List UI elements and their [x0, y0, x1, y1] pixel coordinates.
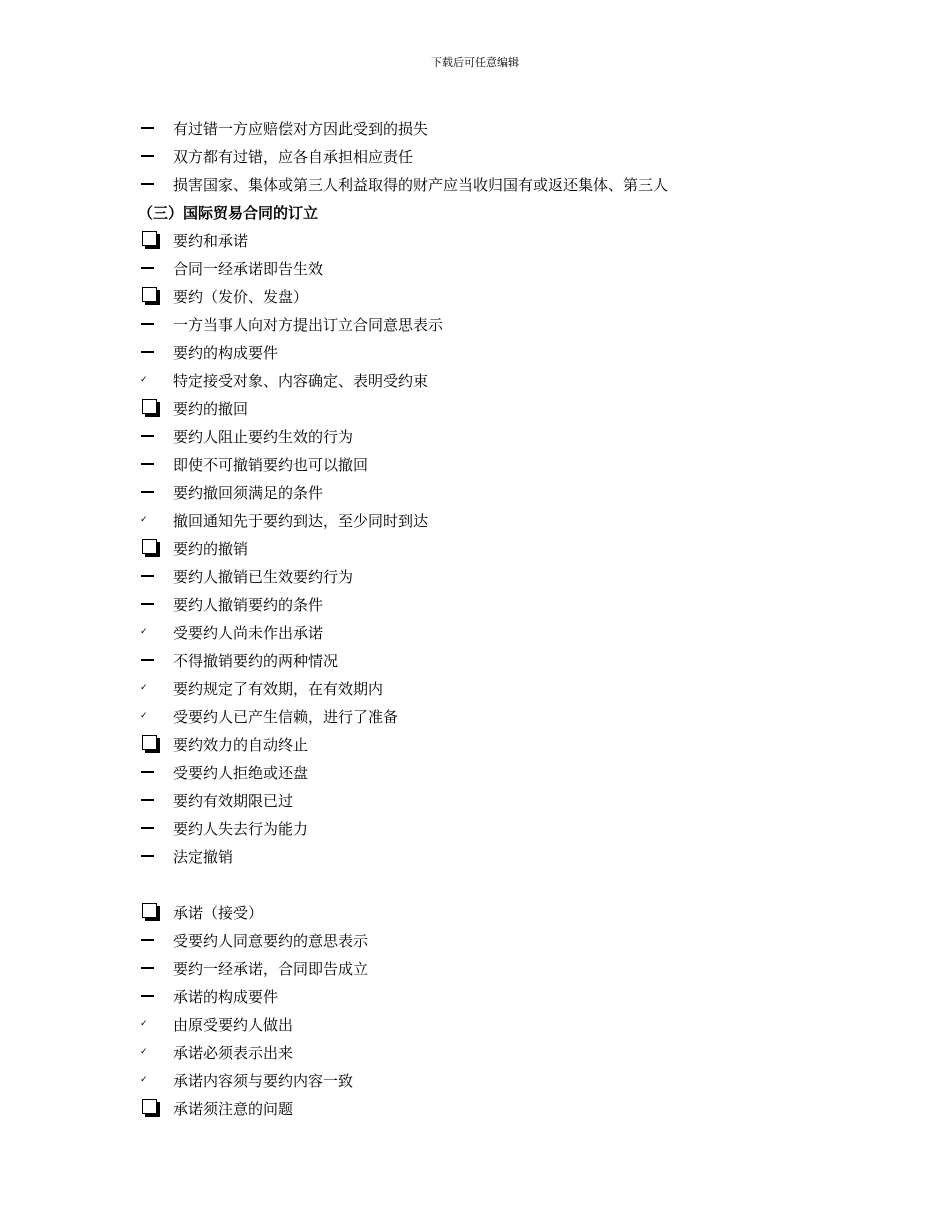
outline-item-text: 要约规定了有效期，在有效期内 [173, 679, 384, 698]
dash-bullet-icon [138, 562, 173, 590]
checkmark-bullet-icon: ✓ [140, 626, 148, 637]
outline-item-level-3 [138, 1010, 838, 1038]
dash-bullet-icon [138, 310, 173, 338]
outline-item-text: 即使不可撤销要约也可以撤回 [173, 455, 369, 474]
document-body [138, 114, 838, 1122]
outline-item-level-3 [138, 506, 838, 534]
square-bullet-icon [138, 534, 173, 562]
square-bullet-icon [138, 730, 173, 758]
outline-item-level-2 [138, 478, 838, 506]
square-bullet-icon [138, 898, 173, 926]
square-bullet-icon [138, 394, 173, 422]
outline-item-text: 承诺的构成要件 [173, 987, 279, 1006]
outline-item-text: 双方都有过错，应各自承担相应责任 [173, 147, 414, 166]
page-header: 下载后可任意编辑 [431, 56, 519, 69]
outline-item-level-3 [138, 1038, 838, 1066]
outline-item-text: 承诺必须表示出来 [173, 1043, 294, 1062]
dash-bullet-icon [138, 646, 173, 674]
dash-bullet-icon [138, 982, 173, 1010]
outline-item-text: 要约人撤销要约的条件 [173, 595, 324, 614]
outline-item-text: 受要约人同意要约的意思表示 [173, 931, 369, 950]
dash-bullet-icon [138, 954, 173, 982]
outline-item-text: 要约的撤销 [173, 539, 249, 558]
outline-item-level-3 [138, 1066, 838, 1094]
outline-item-level-2 [138, 170, 838, 198]
outline-item-text: 要约人失去行为能力 [173, 819, 309, 838]
outline-item-level-1 [138, 730, 838, 758]
outline-item-level-2 [138, 842, 838, 870]
dash-bullet-icon [138, 758, 173, 786]
outline-item-level-3 [138, 702, 838, 730]
outline-item-text: 要约一经承诺，合同即告成立 [173, 959, 369, 978]
outline-item-text: 不得撤销要约的两种情况 [173, 651, 339, 670]
checkmark-bullet-icon: ✓ [140, 1018, 148, 1029]
outline-item-level-2 [138, 562, 838, 590]
outline-item-text: 有过错一方应赔偿对方因此受到的损失 [173, 119, 429, 138]
outline-item-text: 要约（发价、发盘） [173, 287, 309, 306]
outline-item-text: 要约人撤销已生效要约行为 [173, 567, 354, 586]
outline-item-level-3 [138, 366, 838, 394]
outline-item-level-2 [138, 954, 838, 982]
outline-item-level-2 [138, 926, 838, 954]
outline-item-text: 受要约人拒绝或还盘 [173, 763, 309, 782]
outline-item-level-3 [138, 674, 838, 702]
square-bullet-icon [138, 1094, 173, 1122]
outline-item-text: 一方当事人向对方提出订立合同意思表示 [173, 315, 444, 334]
dash-bullet-icon [138, 142, 173, 170]
dash-bullet-icon [138, 254, 173, 282]
dash-bullet-icon [138, 926, 173, 954]
outline-item-text: 承诺（接受） [173, 903, 264, 922]
outline-item-level-2 [138, 590, 838, 618]
outline-item-text: 由原受要约人做出 [173, 1015, 294, 1034]
outline-item-level-1 [138, 534, 838, 562]
outline-item-text: 受要约人尚未作出承诺 [173, 623, 324, 642]
outline-item-text: 法定撤销 [173, 847, 234, 866]
outline-item-level-2 [138, 450, 838, 478]
dash-bullet-icon [138, 590, 173, 618]
outline-item-level-2 [138, 814, 838, 842]
dash-bullet-icon [138, 478, 173, 506]
blank-line [138, 870, 838, 898]
outline-item-level-1 [138, 898, 838, 926]
outline-item-text: 要约效力的自动终止 [173, 735, 309, 754]
checkmark-bullet-icon: ✓ [140, 374, 148, 385]
section-heading [138, 198, 838, 226]
outline-item-text: 特定接受对象、内容确定、表明受约束 [173, 371, 429, 390]
dash-bullet-icon [138, 842, 173, 870]
outline-item-level-2 [138, 646, 838, 674]
dash-bullet-icon [138, 450, 173, 478]
outline-item-level-2 [138, 786, 838, 814]
outline-item-text: 承诺须注意的问题 [173, 1099, 294, 1118]
checkmark-bullet-icon: ✓ [140, 682, 148, 693]
outline-item-text: 要约的撤回 [173, 399, 249, 418]
outline-item-text: 合同一经承诺即告生效 [173, 259, 324, 278]
outline-item-level-2 [138, 338, 838, 366]
outline-item-text: 要约撤回须满足的条件 [173, 483, 324, 502]
square-bullet-icon [138, 282, 173, 310]
outline-item-text: 要约有效期限已过 [173, 791, 294, 810]
dash-bullet-icon [138, 170, 173, 198]
dash-bullet-icon [138, 422, 173, 450]
outline-item-level-2 [138, 310, 838, 338]
outline-item-level-1 [138, 282, 838, 310]
checkmark-bullet-icon: ✓ [140, 1046, 148, 1057]
outline-item-text: 要约人阻止要约生效的行为 [173, 427, 354, 446]
outline-item-level-2 [138, 422, 838, 450]
outline-item-text: 承诺内容须与要约内容一致 [173, 1071, 354, 1090]
dash-bullet-icon [138, 814, 173, 842]
outline-item-level-1 [138, 1094, 838, 1122]
checkmark-bullet-icon: ✓ [140, 514, 148, 525]
outline-item-level-2 [138, 114, 838, 142]
checkmark-bullet-icon: ✓ [140, 710, 148, 721]
dash-bullet-icon [138, 338, 173, 366]
outline-item-text: 撤回通知先于要约到达，至少同时到达 [173, 511, 429, 530]
outline-item-text: 损害国家、集体或第三人利益取得的财产应当收归国有或返还集体、第三人 [173, 175, 669, 194]
section-heading-text: （三）国际贸易合同的订立 [138, 203, 319, 222]
dash-bullet-icon [138, 786, 173, 814]
outline-item-level-2 [138, 758, 838, 786]
square-bullet-icon [138, 226, 173, 254]
checkmark-bullet-icon: ✓ [140, 1074, 148, 1085]
outline-item-level-2 [138, 254, 838, 282]
outline-item-level-3 [138, 618, 838, 646]
outline-item-text: 受要约人已产生信赖，进行了准备 [173, 707, 399, 726]
outline-item-text: 要约和承诺 [173, 231, 249, 250]
outline-item-level-1 [138, 394, 838, 422]
dash-bullet-icon [138, 114, 173, 142]
outline-item-level-2 [138, 142, 838, 170]
outline-item-level-1 [138, 226, 838, 254]
outline-item-text: 要约的构成要件 [173, 343, 279, 362]
outline-item-level-2 [138, 982, 838, 1010]
